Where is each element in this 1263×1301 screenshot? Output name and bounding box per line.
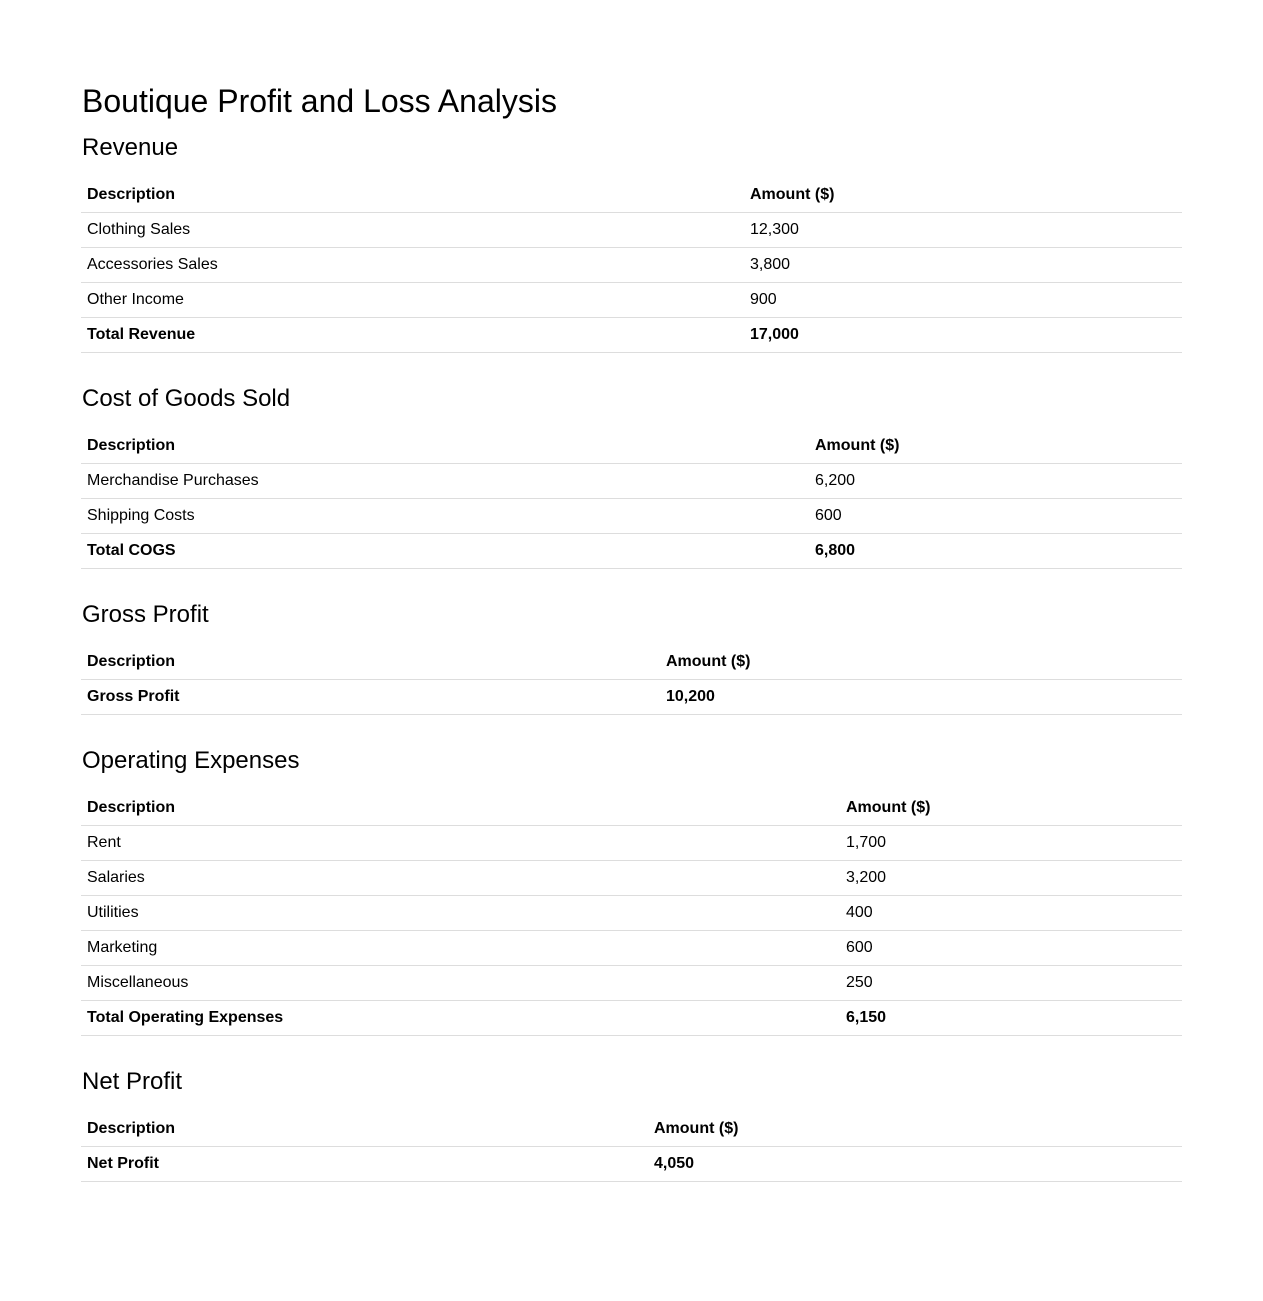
column-header-description: Description [81,645,660,680]
section-heading: Operating Expenses [82,747,300,774]
column-header-amount: Amount ($) [660,645,1182,680]
row-description: Rent [81,826,840,861]
column-header-description: Description [81,1112,648,1147]
row-description: Marketing [81,931,840,966]
total-description: Net Profit [81,1147,648,1182]
table-row [81,464,1182,499]
table-header-row [81,791,1182,826]
row-description: Shipping Costs [81,499,809,534]
table-row [81,248,1182,283]
row-amount: 600 [809,499,1182,534]
row-description: Utilities [81,896,840,931]
column-header-amount: Amount ($) [840,791,1182,826]
gross-profit-section [81,601,1182,715]
row-description: Miscellaneous [81,966,840,1001]
total-row [81,680,1182,715]
table-header-row [81,645,1182,680]
column-header-amount: Amount ($) [809,429,1182,464]
section-heading: Net Profit [82,1068,183,1095]
revenue-section [81,134,1182,353]
cogs-section [81,385,1182,569]
total-amount: 10,200 [660,680,1182,715]
row-amount: 1,700 [840,826,1182,861]
total-row [81,1147,1182,1182]
gross-profit-table [81,645,1182,715]
row-amount: 250 [840,966,1182,1001]
column-header-description: Description [81,178,744,213]
total-row [81,534,1182,569]
section-heading: Gross Profit [82,601,209,628]
net-profit-section [81,1068,1182,1182]
operating-expenses-section [81,747,1182,1036]
revenue-table [81,178,1182,353]
table-row [81,499,1182,534]
total-amount: 6,150 [840,1001,1182,1036]
row-amount: 6,200 [809,464,1182,499]
operating-expenses-table [81,791,1182,1036]
table-row [81,966,1182,1001]
row-description: Other Income [81,283,744,318]
page-title: Boutique Profit and Loss Analysis [82,83,557,119]
column-header-description: Description [81,429,809,464]
table-row [81,213,1182,248]
column-header-amount: Amount ($) [648,1112,1182,1147]
net-profit-table [81,1112,1182,1182]
cogs-table [81,429,1182,569]
row-description: Accessories Sales [81,248,744,283]
column-header-amount: Amount ($) [744,178,1182,213]
table-row [81,896,1182,931]
row-amount: 900 [744,283,1182,318]
total-description: Total Operating Expenses [81,1001,840,1036]
row-amount: 3,800 [744,248,1182,283]
total-description: Gross Profit [81,680,660,715]
row-description: Merchandise Purchases [81,464,809,499]
total-row [81,318,1182,353]
total-description: Total Revenue [81,318,744,353]
table-row [81,861,1182,896]
total-amount: 17,000 [744,318,1182,353]
row-amount: 600 [840,931,1182,966]
row-description: Clothing Sales [81,213,744,248]
total-amount: 6,800 [809,534,1182,569]
total-row [81,1001,1182,1036]
table-row [81,826,1182,861]
row-amount: 400 [840,896,1182,931]
total-amount: 4,050 [648,1147,1182,1182]
column-header-description: Description [81,791,840,826]
section-heading: Cost of Goods Sold [82,385,291,412]
row-description: Salaries [81,861,840,896]
table-header-row [81,1112,1182,1147]
row-amount: 3,200 [840,861,1182,896]
table-row [81,931,1182,966]
table-header-row [81,178,1182,213]
section-heading: Revenue [82,134,179,161]
total-description: Total COGS [81,534,809,569]
table-header-row [81,429,1182,464]
table-row [81,283,1182,318]
row-amount: 12,300 [744,213,1182,248]
